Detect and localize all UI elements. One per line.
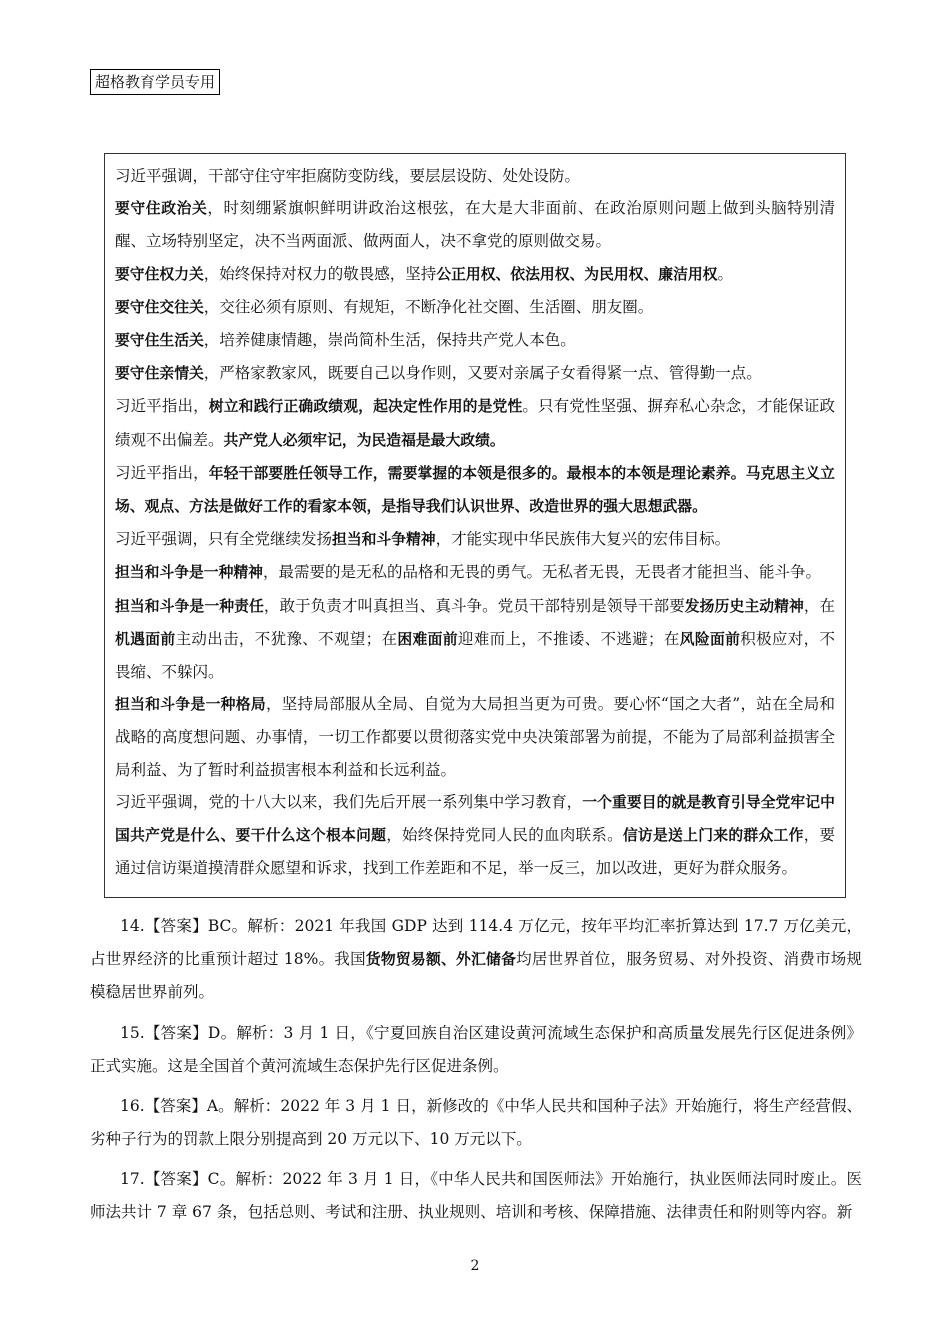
box-paragraph-8 (115, 457, 835, 523)
box-paragraph-13 (115, 786, 835, 885)
text-run: ，交往必须有原则、有规矩，不断净化社交圈、生活圈、朋友圈。 (203, 297, 654, 316)
header-label: 超格教育学员专用 (90, 69, 220, 95)
bold-text: 公正用权、依法用权、为民用权、廉洁用权 (436, 265, 718, 283)
bold-text: 树立和践行正确政绩观，起决定性作用的是党性 (208, 398, 523, 416)
text-run: ，始终保持对权力的敬畏感，坚持 (203, 264, 437, 283)
bold-text: 担当和斗争是一种精神 (115, 564, 263, 582)
answer-14 (90, 910, 862, 1009)
box-paragraph-6 (115, 357, 835, 390)
text-run: ，始终保持党同人民的血肉联系。 (386, 826, 623, 845)
answer-17 (90, 1163, 862, 1228)
bold-text: 风险面前 (679, 630, 741, 648)
answer-text (90, 1097, 862, 1148)
text-run: ，坚持局部服从全局、自觉为大局担当更为可贵。要心怀“国之大者”，站在全局和战略的高度想问题、办事情，一切工作都要以贯彻落实党中央决策部署为前提，不能为了局部利益损害全局利益、为了暂时利益损害根本利益和长远利益。 (115, 695, 835, 779)
box-paragraph-10 (115, 556, 835, 589)
text-run: 。只有党性坚强、摒弃私心杂念，才能保证政绩观不出偏差。 (115, 397, 835, 449)
text-run: 迎难而上，不推诿、不逃避；在 (457, 629, 680, 648)
text-run: ，培养健康情趣，崇尚简朴生活，保持共产党人本色。 (203, 331, 576, 350)
text-run: ，严格家教家风，既要自己以身作则，又要对亲属子女看得紧一点、管得勤一点。 (203, 364, 762, 383)
box-paragraph-11 (115, 590, 835, 689)
text-run: 17.【答案】C。解析：2022 年 3 月 1 日，《中华人民共和国医师法》开始施行，执业医师法同时废止。医师法共计 7 章 67 条，包括总则、考试和注册、执业规则、培训和考核、保障措施、法律责任和附则等内容。新 (90, 1170, 862, 1221)
bold-text: 担当和斗争精神 (332, 531, 436, 549)
text-run: 主动出击，不犹豫、不观望；在 (175, 629, 398, 648)
bold-text: 机遇面前 (115, 630, 176, 648)
text-run: 15.【答案】D。解析：3 月 1 日，《宁夏回族自治区建设黄河流域生态保护和高质量发展先行区促进条例》正式实施。这是全国首个黄河流域生态保护先行区促进条例。 (90, 1024, 862, 1075)
box-paragraph-4 (115, 291, 835, 324)
box-paragraph-12 (115, 688, 835, 786)
text-run: 习近平指出， (115, 463, 209, 482)
answer-text (90, 1024, 862, 1075)
text-run: 均居世界首位，服务贸易、对外投资、消费市场规模稳居世界前列。 (90, 949, 862, 1001)
box-paragraph-3 (115, 258, 835, 291)
text-run: 习近平指出， (115, 397, 209, 416)
answer-text (90, 1170, 862, 1221)
text-run: 。 (717, 264, 733, 283)
text-run: ，才能实现中华民族伟大复兴的宏伟目标。 (435, 530, 731, 549)
bold-text: 担当和斗争是一种格局 (115, 696, 266, 714)
box-paragraph-7 (115, 390, 835, 456)
bold-text: 要守住政治关 (115, 200, 208, 218)
text-run: ，在 (803, 596, 835, 615)
box-paragraph-2 (115, 192, 835, 257)
box-paragraph-1 (115, 160, 835, 192)
box-paragraph-5 (115, 324, 835, 357)
bold-text: 要守住权力关 (115, 265, 204, 283)
bold-text: 担当和斗争是一种责任 (115, 597, 264, 615)
bold-text: 信访是送上门来的群众工作 (622, 827, 804, 845)
bold-text: 发扬历史主动精神 (684, 597, 804, 615)
bold-text: 货物贸易额、外汇储备 (365, 950, 517, 968)
text-run: ，要通过信访渠道摸清群众愿望和诉求，找到工作差距和不足，举一反三，加以改进，更好为群众服务。 (115, 826, 835, 878)
text-run: 16.【答案】A。解析：2022 年 3 月 1 日，新修改的《中华人民共和国种子法》开始施行，将生产经营假、劣种子行为的罚款上限分别提高到 20 万元以下、10 万元以下。 (90, 1097, 862, 1148)
text-run: 习近平强调，干部守住守牢拒腐防变防线，要层层设防、处处设防。 (115, 167, 581, 185)
bold-text: 困难面前 (397, 630, 458, 648)
box-paragraph-9 (115, 523, 835, 556)
text-run: ，敢于负责才叫真担当、真斗争。党员干部特别是领导干部要 (263, 596, 685, 615)
text-run: ，最需要的是无私的品格和无畏的勇气。无私者无畏，无畏者才能担当、能斗争。 (262, 563, 821, 582)
bold-text: 共产党人必须牢记，为民造福是最大政绩。 (223, 431, 505, 449)
answer-text (90, 917, 862, 1001)
text-run: 积极应对，不畏缩、不躲闪。 (115, 629, 835, 682)
summary-box (104, 153, 846, 898)
bold-text: 要守住交往关 (115, 298, 204, 316)
text-run: ，时刻绷紧旗帜鲜明讲政治这根弦，在大是大非面前、在政治原则问题上做到头脑特别清醒、立场特别坚定，决不当两面派、做两面人，决不拿党的原则做交易。 (115, 199, 835, 251)
bold-text: 要守住生活关 (115, 332, 204, 350)
answer-15 (90, 1017, 862, 1082)
page-number: 2 (470, 1258, 480, 1274)
text-run: 习近平强调，只有全党继续发扬 (115, 530, 333, 549)
bold-text: 一个重要目的就是教育引导全党牢记中国共产党是什么、要干什么这个根本问题 (115, 793, 835, 845)
text-run: 习近平强调，党的十八大以来，我们先后开展一系列集中学习教育， (115, 792, 583, 811)
answer-16 (90, 1090, 862, 1155)
text-run: 14.【答案】BC。解析：2021 年我国 GDP 达到 114.4 万亿元，按年平均汇率折算达到 17.7 万亿美元，占世界经济的比重预计超过 18%。我国 (90, 917, 862, 968)
bold-text: 要守住亲情关 (115, 365, 204, 383)
bold-text: 年轻干部要胜任领导工作，需要掌握的本领是很多的。最根本的本领是理论素养。马克思主义立场、观点、方法是做好工作的看家本领，是指导我们认识世界、改造世界的强大思想武器。 (115, 464, 835, 516)
